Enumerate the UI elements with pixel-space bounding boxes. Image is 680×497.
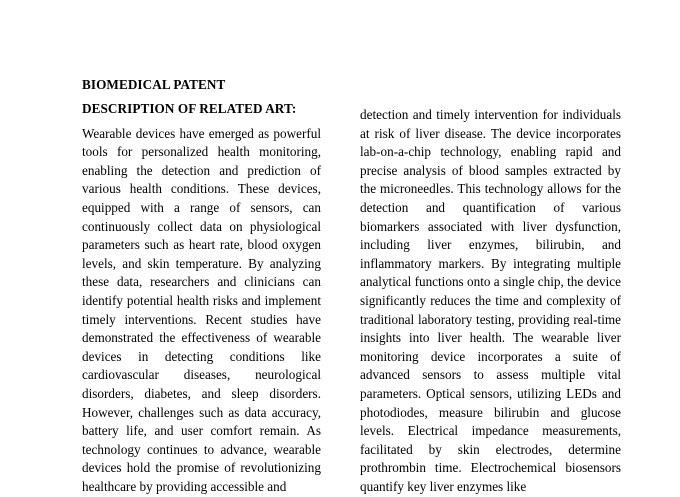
left-text-column — [82, 76, 321, 494]
document-title-heading: BIOMEDICAL PATENT — [82, 77, 226, 92]
right-column-body-paragraph: detection and timely intervention for individuals at risk of liver disease. The device incorporates lab-on-a-chip technology, enabling rapid and precise analysis of blood samples extracted by the microneedles. This technology allows for the detection and quantification of various biomarkers associated with liver dysfunction, including liver enzymes, bilirubin, and inflammatory markers. By integrating multiple analytical functions onto a single chip, the device significantly reduces the time and complexity of traditional laboratory testing, providing real-time insights into liver health. The wearable liver monitoring device incorporates a suite of advanced sensors to assess multiple vital parameters. Optical sensors, utilizing LEDs and photodiodes, measure bilirubin and glucose levels. Electrical impedance measurements, facilitated by skin electrodes, determine prothrombin time. Electrochemical biosensors quantify key liver enzymes like — [360, 107, 621, 494]
section-heading-description-of-related-art: DESCRIPTION OF RELATED ART: — [82, 101, 297, 117]
right-text-column — [360, 106, 621, 494]
left-column-body-paragraph: Wearable devices have emerged as powerful tools for personalized health monitoring, enabling the detection and prediction of various health conditions. These devices, equipped with a range of sensors, can continuously collect data on physiological parameters such as heart rate, blood oxygen levels, and skin temperature. By analyzing these data, researchers and clinicians can identify potential health risks and implement timely interventions. Recent studies have demonstrated the effectiveness of wearable devices in detecting conditions like cardiovascular diseases, neurological disorders, diabetes, and sleep disorders. However, challenges such as data accuracy, battery life, and user comfort remain. As technology continues to advance, wearable devices hold the promise of revolutionizing healthcare by providing accessible and — [82, 125, 321, 494]
